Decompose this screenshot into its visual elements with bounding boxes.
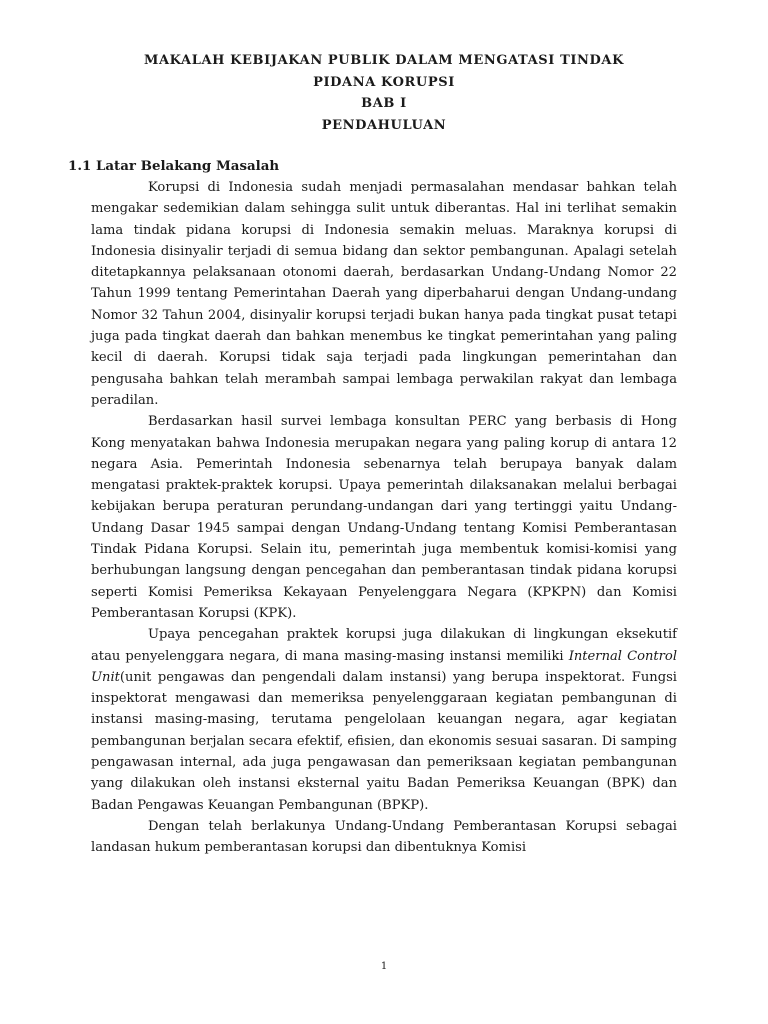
chapter-title: PENDAHULUAN [321, 117, 447, 133]
paragraph-3-italic-term: Internal Control Unit [91, 648, 678, 685]
document-title-block [0, 50, 768, 136]
paragraph-1: Korupsi di Indonesia sudah menjadi permasalahan mendasar bahkan telah mengakar sedemikian dalam sehingga sulit untuk diberantas. Hal ini terlihat semakin lama tindak pidana korupsi di Indonesia semakin meluas. Maraknya korupsi di Indonesia disinyalir terjadi di semua bidang dan sektor pembangunan. Apalagi setelah ditetapkannya pelaksanaan otonomi daerah, berdasarkan Undang-Undang Nomor 22 Tahun 1999 tentang Pemerintahan Daerah yang diperbaharui dengan Undang-undang Nomor 32 Tahun 2004, disinyalir korupsi terjadi bukan hanya pada tingkat pusat tetapi juga pada tingkat daerah dan bahkan menembus ke tingkat pemerintahan yang paling kecil di daerah. Korupsi tidak saja terjadi pada lingkungan pemerintahan dan pengusaha bahkan telah merambah sampai lembaga perwakilan rakyat dan lembaga peradilan. [91, 180, 677, 408]
page-number: 1 [380, 961, 388, 972]
document-title: MAKALAH KEBIJAKAN PUBLIK DALAM MENGATASI TINDAK [143, 53, 624, 68]
chapter-number: BAB I [361, 96, 407, 111]
paragraph-3-text-start: Upaya pencegahan praktek korupsi juga dilakukan di lingkungan eksekutif atau penyelenggara negara, di mana masing-masing instansi memiliki [91, 627, 677, 664]
section-heading: 1.1 Latar Belakang Masalah [68, 158, 280, 174]
document-title-continued: PIDANA KORUPSI [313, 74, 455, 90]
body-text [91, 177, 677, 859]
paragraph-2: Berdasarkan hasil survei lembaga konsultan PERC yang berbasis di Hong Kong menyatakan bahwa Indonesia merupakan negara yang paling korup di antara 12 negara Asia. Pemerintah Indonesia sebenarnya telah berupaya banyak dalam mengatasi praktek-praktek korupsi. Upaya pemerintah dilaksanakan melalui berbagai kebijakan berupa peraturan perundang-undangan dari yang tertinggi yaitu Undang-Undang Dasar 1945 sampai dengan Undang-Undang tentang Komisi Pemberantasan Tindak Pidana Korupsi. Selain itu, pemerintah juga membentuk komisi-komisi yang berhubungan langsung dengan pencegahan dan pemberantasan tindak pidana korupsi seperti Komisi Pemeriksa Kekayaan Penyelenggara Negara (KPKPN) dan Komisi Pemberantasan Korupsi (KPK). [91, 414, 677, 621]
paragraph-3 [91, 624, 677, 816]
paragraph-3-text-end: (unit pengawas dan pengendali dalam instansi) yang berupa inspektorat. Fungsi inspektorat mengawasi dan memeriksa penyelenggaraan kegiatan pembangunan di instansi masing-masing, terutama pengelolaan keuangan negara, agar kegiatan pembangunan berjalan secara efektif, efisien, dan ekonomis sesuai sasaran. Di samping pengawasan internal, ada juga pengawasan dan pemeriksaan kegiatan pembangunan yang dilakukan oleh instansi eksternal yaitu Badan Pemeriksa Keuangan (BPK) dan Badan Pengawas Keuangan Pembangunan (BPKP). [91, 669, 677, 813]
paragraph-4: Dengan telah berlakunya Undang-Undang Pemberantasan Korupsi sebagai landasan hukum pemberantasan korupsi dan dibentuknya Komisi [91, 818, 677, 856]
